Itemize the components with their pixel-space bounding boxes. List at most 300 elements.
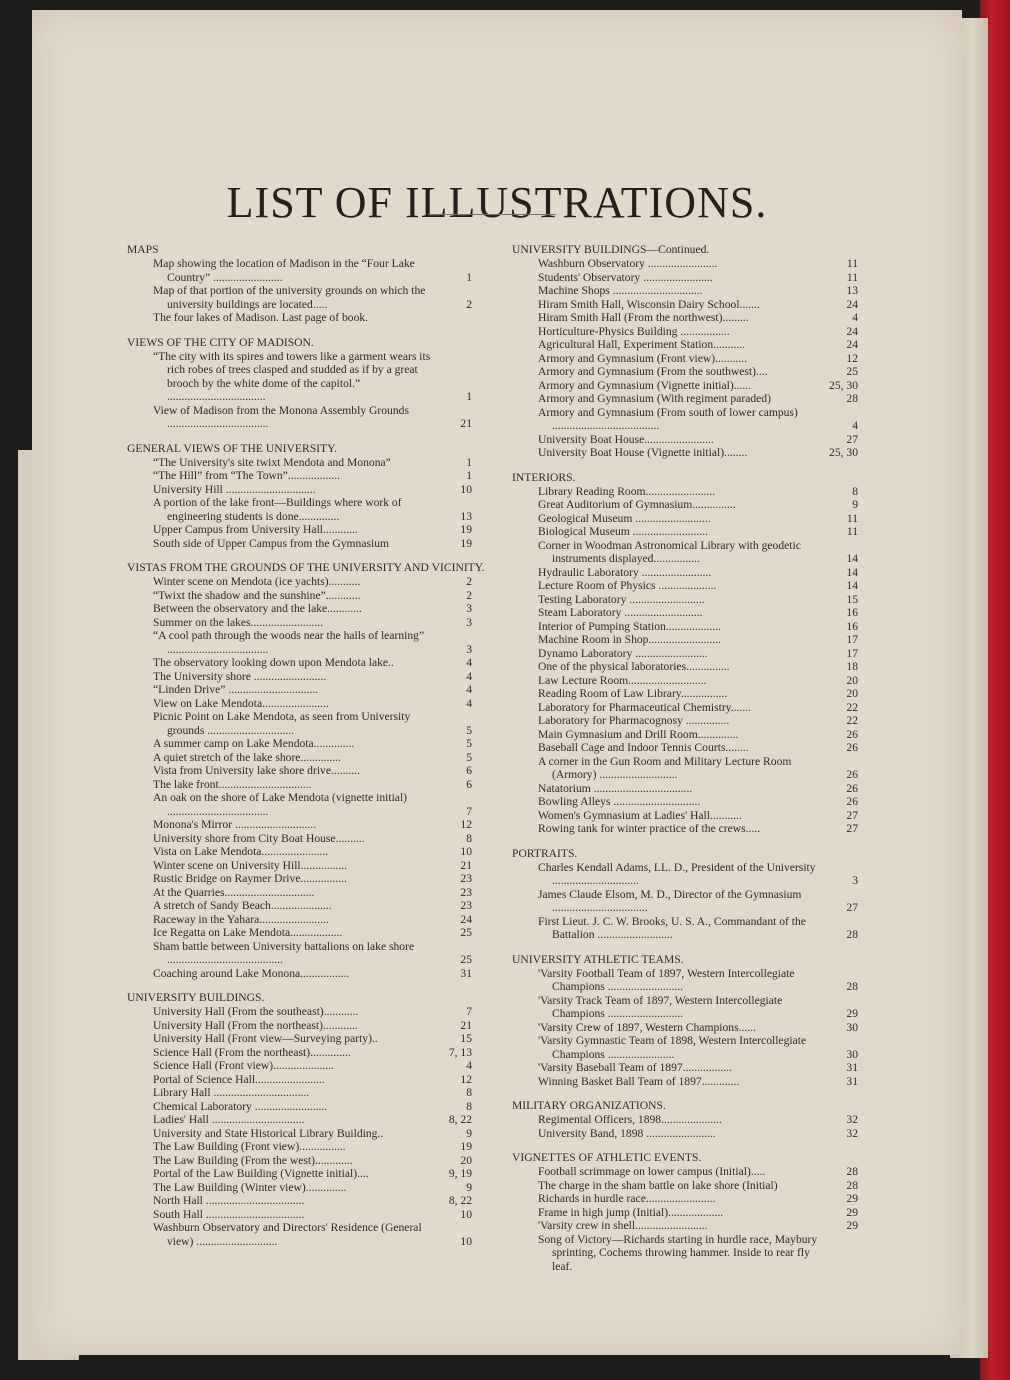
section bbox=[127, 442, 472, 551]
entry-page-number: 32 bbox=[846, 1126, 858, 1140]
entry-page-number: 14 bbox=[846, 552, 858, 565]
section bbox=[512, 471, 858, 836]
entry-page-number: 8, 22 bbox=[448, 1194, 472, 1207]
section bbox=[127, 991, 472, 1248]
section-heading: VIEWS OF THE CITY OF MADISON. bbox=[127, 335, 314, 349]
entry-page-number: 15 bbox=[846, 592, 858, 606]
entry-text: Winter scene on Mendota (ice yachts)........... bbox=[153, 575, 361, 588]
list-entry bbox=[512, 311, 858, 325]
entry-text: Ladies' Hall ................................ bbox=[153, 1113, 305, 1126]
entry-text: Great Auditorium of Gymnasium............... bbox=[538, 498, 736, 511]
entry-text: Vista from University lake shore drive.......... bbox=[153, 764, 360, 777]
list-entry bbox=[512, 498, 858, 512]
list-entry bbox=[512, 284, 858, 298]
list-entry bbox=[512, 915, 858, 942]
list-entry bbox=[512, 1219, 858, 1233]
entry-page-number: 26 bbox=[846, 727, 858, 741]
entry-page-number: 30 bbox=[846, 1020, 858, 1034]
entry-text: 'Varsity crew in shell......................... bbox=[538, 1219, 708, 1232]
list-entry bbox=[512, 888, 858, 915]
list-entry bbox=[127, 913, 472, 927]
entry-page-number: 28 bbox=[846, 392, 858, 405]
entry-text: University Boat House (Vignette initial)........ bbox=[538, 446, 748, 459]
list-entry bbox=[127, 1140, 472, 1154]
section-heading: VIGNETTES OF ATHLETIC EVENTS. bbox=[512, 1151, 702, 1164]
list-entry bbox=[512, 809, 858, 823]
entry-text: University Hall (Front view—Surveying party).. bbox=[153, 1032, 378, 1045]
entry-page-number: 21 bbox=[460, 1018, 472, 1032]
entry-page-number: 24 bbox=[846, 297, 858, 311]
entry-page-number: 1 bbox=[466, 469, 472, 482]
entry-text: Winning Basket Ball Team of 1897............. bbox=[538, 1074, 740, 1088]
entry-page-number: 25 bbox=[846, 365, 858, 378]
entry-text: Natatorium .................................. bbox=[538, 781, 693, 795]
list-entry bbox=[512, 271, 858, 285]
entry-text: A summer camp on Lake Mendota.............. bbox=[153, 737, 355, 750]
list-entry bbox=[127, 1005, 472, 1019]
entry-text: First Lieut. J. C. W. Brooks, U. S. A., Commandant of the Battalion .......................... bbox=[538, 914, 806, 941]
entry-text: Map showing the location of Madison in the “Four Lake Country” ........................ bbox=[153, 257, 415, 284]
entry-text: Portal of Science Hall........................ bbox=[153, 1072, 325, 1086]
entry-text: Library Reading Room........................ bbox=[538, 484, 716, 498]
list-entry bbox=[127, 1154, 472, 1168]
list-entry bbox=[512, 755, 858, 782]
list-entry bbox=[127, 629, 472, 656]
entry-text: University Hall (From the northeast)............ bbox=[153, 1018, 358, 1032]
entry-text: “A cool path through the woods near the halls of learning” ................................... bbox=[153, 629, 425, 656]
entry-page-number: 14 bbox=[846, 565, 858, 579]
entry-text: Between the observatory and the lake............ bbox=[153, 602, 362, 615]
entry-text: “The Hill” from “The Town”.................. bbox=[153, 469, 340, 482]
entry-page-number: 10 bbox=[460, 1234, 472, 1248]
list-entry bbox=[127, 940, 472, 967]
list-entry bbox=[127, 1086, 472, 1100]
entry-text: South side of Upper Campus from the Gymnasium bbox=[153, 536, 390, 550]
entry-page-number: 23 bbox=[460, 899, 472, 912]
list-entry bbox=[127, 404, 472, 431]
list-entry bbox=[127, 1073, 472, 1087]
entry-page-number: 10 bbox=[460, 482, 472, 496]
list-entry bbox=[512, 338, 858, 352]
entry-text: Reading Room of Law Library................ bbox=[538, 687, 728, 700]
entry-page-number: 12 bbox=[460, 1072, 472, 1086]
entry-text: University shore from City Boat House.......... bbox=[153, 831, 365, 845]
list-entry bbox=[512, 861, 858, 888]
entry-text: Portal of the Law Building (Vignette initial).... bbox=[153, 1167, 369, 1180]
entry-text: The charge in the sham battle on lake shore (Initial) bbox=[538, 1178, 778, 1192]
entry-page-number: 26 bbox=[846, 795, 858, 808]
entry-text: Vista on Lake Mendota....................... bbox=[153, 845, 329, 858]
entry-text: Armory and Gymnasium (Vignette initial)...... bbox=[538, 378, 752, 392]
list-entry bbox=[512, 822, 858, 836]
entry-text: Sham battle between University battalions on lake shore ........................................ bbox=[153, 939, 415, 966]
section-heading: VISTAS FROM THE GROUNDS OF THE UNIVERSITY AND VICINITY. bbox=[127, 561, 485, 574]
list-entry bbox=[512, 728, 858, 742]
list-entry bbox=[512, 257, 858, 271]
entry-page-number: 21 bbox=[460, 417, 472, 430]
entry-text: Machine Shops ............................... bbox=[538, 284, 703, 297]
entry-text: Laboratory for Pharmaceutical Chemistry....... bbox=[538, 700, 752, 714]
entry-page-number: 7, 13 bbox=[448, 1045, 472, 1059]
entry-page-number: 1 bbox=[466, 455, 472, 469]
entry-text: Dynamo Laboratory ......................... bbox=[538, 646, 708, 660]
entry-text: Washburn Observatory ........................ bbox=[538, 257, 718, 270]
entry-page-number: 19 bbox=[460, 536, 472, 550]
list-entry bbox=[512, 1179, 858, 1193]
entry-page-number: 17 bbox=[846, 633, 858, 646]
entry-page-number: 24 bbox=[846, 324, 858, 338]
entry-page-number: 30 bbox=[846, 1047, 858, 1061]
entry-text: Chemical Laboratory ......................... bbox=[153, 1099, 328, 1113]
entry-text: Richards in hurdle race........................ bbox=[538, 1192, 716, 1205]
entry-page-number: 28 bbox=[846, 980, 858, 993]
entry-text: Ice Regatta on Lake Mendota.................. bbox=[153, 926, 343, 939]
entry-text: Rowing tank for winter practice of the crews..... bbox=[538, 822, 761, 835]
entry-text: Bowling Alleys .............................. bbox=[538, 795, 701, 808]
entry-text: 'Varsity Track Team of 1897, Western Intercollegiate Champions .......................... bbox=[538, 993, 783, 1020]
entry-page-number: 23 bbox=[460, 872, 472, 885]
entry-text: “Twixt the shadow and the sunshine”............ bbox=[153, 588, 361, 602]
entry-text: Charles Kendall Adams, LL. D., President of the University .............................. bbox=[538, 860, 816, 887]
entry-page-number: 1 bbox=[466, 390, 472, 403]
entry-page-number: 22 bbox=[846, 714, 858, 727]
list-entry bbox=[512, 352, 858, 366]
list-entry bbox=[512, 606, 858, 620]
entry-text: Hiram Smith Hall, Wisconsin Dairy School....... bbox=[538, 297, 760, 311]
list-entry bbox=[127, 602, 472, 616]
list-entry bbox=[127, 710, 472, 737]
list-entry bbox=[127, 1113, 472, 1127]
entry-page-number: 19 bbox=[460, 1140, 472, 1153]
entry-page-number: 18 bbox=[846, 660, 858, 673]
entry-page-number: 20 bbox=[460, 1153, 472, 1167]
list-entry bbox=[127, 1032, 472, 1046]
list-entry bbox=[127, 1100, 472, 1114]
entry-text: University Boat House........................ bbox=[538, 432, 714, 446]
list-entry bbox=[512, 1075, 858, 1089]
left-column bbox=[127, 243, 485, 1259]
entry-text: Washburn Observatory and Directors' Residence (General view) ............................ bbox=[153, 1221, 422, 1248]
entry-page-number: 11 bbox=[846, 270, 858, 284]
list-entry bbox=[127, 350, 472, 404]
entry-text: Map of that portion of the university grounds on which the university buildings are located..... bbox=[153, 284, 426, 311]
list-entry bbox=[512, 1034, 858, 1061]
entry-page-number: 3 bbox=[466, 642, 472, 656]
entry-text: South Hall .................................. bbox=[153, 1207, 305, 1221]
entry-text: Raceway in the Yahara........................ bbox=[153, 912, 329, 926]
entry-text: Library Hall ................................. bbox=[153, 1086, 310, 1099]
entry-text: “The University's site twixt Mendota and Monona” bbox=[153, 455, 391, 469]
entry-text: Steam Laboratory ........................... bbox=[538, 606, 703, 619]
list-entry bbox=[127, 670, 472, 684]
entry-page-number: 20 bbox=[846, 687, 858, 700]
entry-text: Laboratory for Pharmacognosy ............... bbox=[538, 714, 730, 727]
entry-page-number: 10 bbox=[460, 1207, 472, 1221]
entry-page-number: 25, 30 bbox=[829, 378, 858, 392]
entry-page-number: 16 bbox=[846, 606, 858, 619]
list-entry bbox=[127, 575, 472, 589]
entry-page-number: 26 bbox=[846, 768, 858, 781]
list-entry bbox=[127, 589, 472, 603]
list-entry bbox=[127, 778, 472, 792]
entry-page-number: 7 bbox=[466, 804, 472, 818]
entry-page-number: 13 bbox=[846, 284, 858, 297]
section-heading: MILITARY ORGANIZATIONS. bbox=[512, 1099, 666, 1112]
entry-page-number: 27 bbox=[846, 432, 858, 446]
list-entry bbox=[512, 795, 858, 809]
entry-page-number: 27 bbox=[846, 808, 858, 822]
entry-page-number: 24 bbox=[846, 338, 858, 351]
entry-page-number: 4 bbox=[466, 669, 472, 683]
list-entry bbox=[512, 633, 858, 647]
list-entry bbox=[512, 365, 858, 379]
list-entry bbox=[512, 1061, 858, 1075]
list-entry bbox=[512, 687, 858, 701]
list-entry bbox=[127, 483, 472, 497]
entry-page-number: 9 bbox=[466, 1126, 472, 1140]
entry-page-number: 5 bbox=[466, 750, 472, 764]
page-title: LIST OF ILLUSTRATIONS. bbox=[226, 178, 768, 228]
list-entry bbox=[512, 392, 858, 406]
entry-text: Armory and Gymnasium (From the southwest).... bbox=[538, 365, 768, 378]
entry-text: Corner in Woodman Astronomical Library with geodetic instruments displayed................ bbox=[538, 538, 801, 565]
entry-page-number: 29 bbox=[846, 1007, 858, 1020]
entry-text: The University shore ......................... bbox=[153, 669, 327, 683]
list-entry bbox=[127, 656, 472, 670]
entry-text: At the Quarries............................... bbox=[153, 885, 315, 899]
list-entry bbox=[512, 1113, 858, 1127]
list-entry bbox=[127, 1208, 472, 1222]
entry-page-number: 27 bbox=[846, 901, 858, 914]
entry-page-number: 20 bbox=[846, 673, 858, 687]
list-entry bbox=[127, 1019, 472, 1033]
entry-text: 'Varsity Gymnastic Team of 1898, Western Intercollegiate Champions ....................... bbox=[538, 1034, 807, 1061]
entry-text: Baseball Cage and Indoor Tennis Courts........ bbox=[538, 741, 749, 754]
entry-text: Students' Observatory ........................ bbox=[538, 270, 713, 284]
list-entry bbox=[512, 566, 858, 580]
list-entry bbox=[127, 311, 472, 325]
list-entry bbox=[512, 539, 858, 566]
entry-page-number: 4 bbox=[852, 419, 858, 432]
entry-page-number: 31 bbox=[460, 966, 472, 980]
entry-text: A corner in the Gun Room and Military Lecture Room (Armory) ........................... bbox=[538, 754, 792, 781]
list-entry bbox=[512, 1127, 858, 1141]
list-entry bbox=[512, 485, 858, 499]
entry-page-number: 9 bbox=[852, 498, 858, 511]
entry-page-number: 3 bbox=[852, 874, 858, 887]
list-entry bbox=[512, 620, 858, 634]
entry-page-number: 28 bbox=[846, 1165, 858, 1178]
entry-page-number: 8, 22 bbox=[448, 1113, 472, 1126]
entry-text: “The city with its spires and towers like a garment wears its rich robes of trees clasped and studded as if by a great brooch by the white dome of the capitol.” .................................. bbox=[153, 349, 431, 403]
entry-page-number: 29 bbox=[846, 1192, 858, 1205]
entry-text: Armory and Gymnasium (From south of lower campus) ..................................... bbox=[538, 405, 798, 432]
entry-page-number: 26 bbox=[846, 781, 858, 795]
entry-page-number: 25, 30 bbox=[829, 446, 858, 459]
list-entry bbox=[127, 1127, 472, 1141]
entry-text: Hydraulic Laboratory ........................ bbox=[538, 565, 712, 579]
entry-page-number: 32 bbox=[846, 1113, 858, 1126]
entry-text: The Law Building (Winter view).............. bbox=[153, 1180, 347, 1194]
entry-text: Interior of Pumping Station................... bbox=[538, 619, 721, 633]
list-entry bbox=[512, 701, 858, 715]
list-entry bbox=[127, 1194, 472, 1208]
entry-page-number: 1 bbox=[466, 270, 472, 284]
entry-page-number: 10 bbox=[460, 845, 472, 858]
entry-text: “Linden Drive” ............................... bbox=[153, 683, 319, 696]
entry-page-number: 9, 19 bbox=[448, 1167, 472, 1180]
entry-page-number: 2 bbox=[466, 575, 472, 588]
entry-page-number: 21 bbox=[460, 858, 472, 872]
entry-text: Rustic Bridge on Raymer Drive................ bbox=[153, 872, 347, 885]
entry-text: University Band, 1898 ........................ bbox=[538, 1126, 716, 1140]
entry-text: A portion of the lake front—Buildings where work of engineering students is done.............. bbox=[153, 496, 402, 523]
list-entry bbox=[127, 616, 472, 630]
entry-page-number: 4 bbox=[852, 311, 858, 324]
entry-text: Main Gymnasium and Drill Room.............. bbox=[538, 727, 739, 741]
entry-text: Testing Laboratory .......................... bbox=[538, 592, 705, 606]
list-entry bbox=[512, 406, 858, 433]
list-entry bbox=[512, 994, 858, 1021]
list-entry bbox=[127, 832, 472, 846]
list-entry bbox=[127, 1046, 472, 1060]
entry-text: Summer on the lakes......................... bbox=[153, 615, 324, 629]
list-entry bbox=[127, 469, 472, 483]
section-heading: INTERIORS. bbox=[512, 470, 576, 484]
entry-text: Picnic Point on Lake Mendota, as seen from University grounds .............................. bbox=[153, 710, 411, 737]
list-entry bbox=[127, 537, 472, 551]
entry-page-number: 12 bbox=[846, 351, 858, 365]
entry-page-number: 6 bbox=[466, 777, 472, 791]
entry-text: University and State Historical Library Building.. bbox=[153, 1126, 384, 1140]
entry-page-number: 2 bbox=[466, 588, 472, 602]
entry-text: Armory and Gymnasium (With regiment paraded) bbox=[538, 392, 771, 405]
entry-page-number: 14 bbox=[846, 579, 858, 592]
entry-text: View on Lake Mendota....................... bbox=[153, 696, 329, 710]
list-entry bbox=[512, 714, 858, 728]
entry-page-number: 8 bbox=[466, 1086, 472, 1099]
list-entry bbox=[512, 1165, 858, 1179]
entry-text: 'Varsity Baseball Team of 1897................. bbox=[538, 1061, 732, 1074]
entry-page-number: 28 bbox=[846, 928, 858, 941]
list-entry bbox=[512, 967, 858, 994]
list-entry bbox=[512, 647, 858, 661]
list-entry bbox=[512, 660, 858, 674]
document-page bbox=[32, 10, 962, 1355]
list-entry bbox=[512, 1233, 858, 1274]
list-entry bbox=[127, 1221, 472, 1248]
title-rule bbox=[428, 214, 556, 215]
entry-text: Geological Museum .......................... bbox=[538, 511, 711, 525]
entry-text: The Law Building (From the west)............. bbox=[153, 1153, 353, 1167]
entry-page-number: 12 bbox=[460, 818, 472, 831]
list-entry bbox=[127, 683, 472, 697]
list-entry bbox=[127, 859, 472, 873]
list-entry bbox=[512, 512, 858, 526]
entry-text: Hiram Smith Hall (From the northwest)......... bbox=[538, 311, 749, 324]
list-entry bbox=[127, 818, 472, 832]
section bbox=[127, 243, 472, 325]
entry-text: Law Lecture Room........................... bbox=[538, 673, 707, 687]
entry-page-number: 25 bbox=[460, 926, 472, 939]
section-heading: PORTRAITS. bbox=[512, 846, 578, 860]
list-entry bbox=[127, 886, 472, 900]
section bbox=[512, 953, 858, 1089]
list-entry bbox=[127, 1059, 472, 1073]
list-entry bbox=[127, 872, 472, 886]
entry-page-number: 7 bbox=[466, 1005, 472, 1018]
entry-text: Agricultural Hall, Experiment Station........... bbox=[538, 338, 746, 351]
entry-text: An oak on the shore of Lake Mendota (vignette initial) ................................... bbox=[153, 791, 408, 818]
entry-page-number: 25 bbox=[460, 953, 472, 966]
entry-text: Song of Victory—Richards starting in hurdle race, Maybury sprinting, Cochems throwing hammer. Inside to rear fly leaf. bbox=[538, 1232, 818, 1273]
entry-page-number: 16 bbox=[846, 619, 858, 633]
entry-page-number: 11 bbox=[846, 257, 858, 270]
list-entry bbox=[512, 593, 858, 607]
entry-page-number: 4 bbox=[466, 683, 472, 696]
list-entry bbox=[512, 1021, 858, 1035]
list-entry bbox=[512, 1206, 858, 1220]
entry-page-number: 5 bbox=[466, 737, 472, 750]
entry-page-number: 9 bbox=[466, 1180, 472, 1194]
entry-text: 'Varsity Football Team of 1897, Western Intercollegiate Champions .......................... bbox=[538, 966, 795, 993]
entry-text: Frame in high jump (Initial)................... bbox=[538, 1205, 724, 1219]
section bbox=[127, 336, 472, 431]
section-heading: UNIVERSITY ATHLETIC TEAMS. bbox=[512, 952, 684, 966]
list-entry bbox=[127, 284, 472, 311]
section-heading: GENERAL VIEWS OF THE UNIVERSITY. bbox=[127, 441, 337, 455]
list-entry bbox=[512, 674, 858, 688]
list-entry bbox=[512, 741, 858, 755]
entry-text: Science Hall (Front view)..................... bbox=[153, 1059, 334, 1072]
list-entry bbox=[512, 1192, 858, 1206]
list-entry bbox=[127, 1167, 472, 1181]
entry-text: Coaching around Lake Monona................. bbox=[153, 966, 350, 980]
entry-page-number: 3 bbox=[466, 602, 472, 615]
entry-text: University Hill ............................... bbox=[153, 482, 316, 496]
entry-text: A stretch of Sandy Beach..................... bbox=[153, 899, 332, 912]
entry-text: The four lakes of Madison. Last page of book. bbox=[153, 311, 369, 324]
entry-text: The observatory looking down upon Mendota lake.. bbox=[153, 656, 394, 669]
section bbox=[127, 561, 485, 980]
section bbox=[512, 847, 858, 942]
entry-page-number: 4 bbox=[466, 656, 472, 669]
entry-page-number: 28 bbox=[846, 1178, 858, 1192]
entry-text: Horticulture-Physics Building ................. bbox=[538, 324, 730, 338]
entry-page-number: 29 bbox=[846, 1219, 858, 1232]
list-entry bbox=[127, 845, 472, 859]
list-entry bbox=[127, 257, 472, 284]
list-entry bbox=[127, 456, 472, 470]
list-entry bbox=[512, 579, 858, 593]
entry-text: Monona's Mirror ............................ bbox=[153, 818, 317, 831]
entry-page-number: 6 bbox=[466, 764, 472, 777]
list-entry bbox=[512, 446, 858, 460]
entry-page-number: 26 bbox=[846, 741, 858, 754]
entry-page-number: 31 bbox=[846, 1061, 858, 1074]
entry-page-number: 5 bbox=[466, 723, 472, 737]
section-heading: UNIVERSITY BUILDINGS—Continued. bbox=[512, 243, 710, 256]
entry-text: Science Hall (From the northeast).............. bbox=[153, 1045, 351, 1059]
list-entry bbox=[512, 325, 858, 339]
entry-page-number: 8 bbox=[466, 831, 472, 845]
entry-text: View of Madison from the Monona Assembly Grounds ................................... bbox=[153, 403, 409, 430]
entry-page-number: 3 bbox=[466, 615, 472, 629]
entry-text: Biological Museum .......................... bbox=[538, 525, 709, 538]
entry-page-number: 13 bbox=[460, 509, 472, 523]
entry-page-number: 22 bbox=[846, 700, 858, 714]
entry-page-number: 31 bbox=[846, 1074, 858, 1088]
